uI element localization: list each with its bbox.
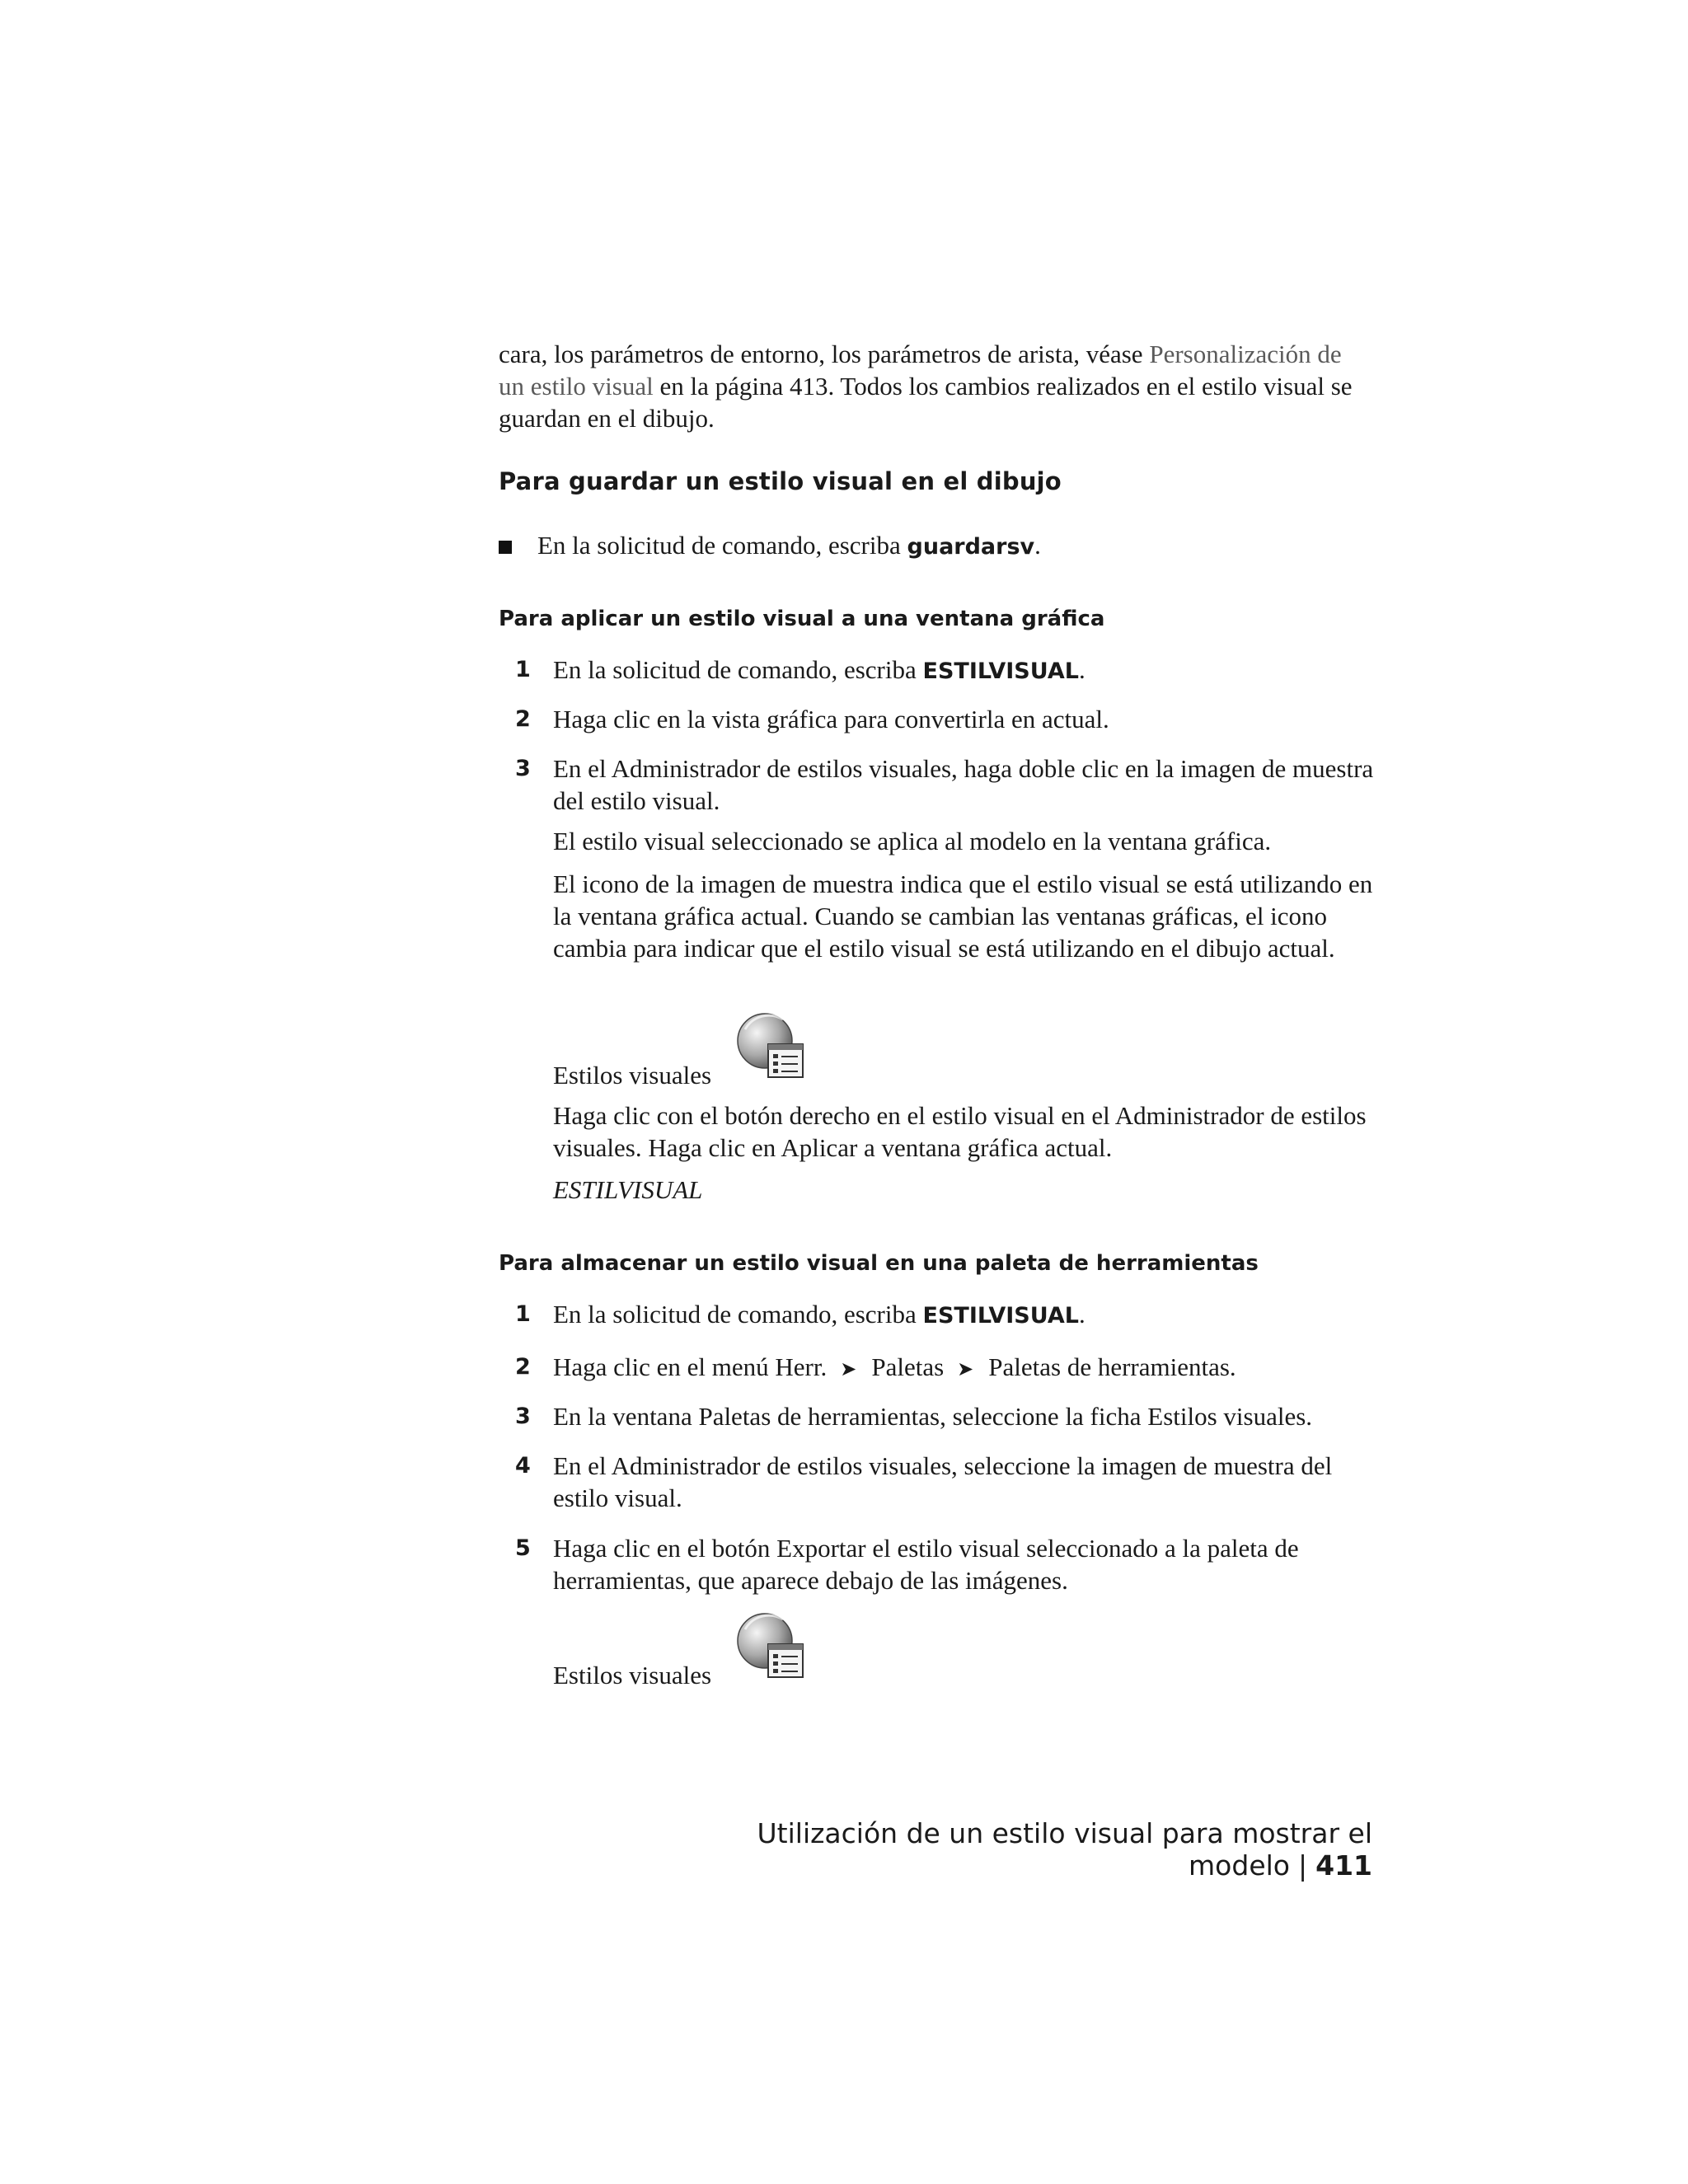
section-heading-store: Para almacenar un estilo visual en una paleta de herramientas — [499, 1251, 1259, 1276]
command-keyword: ESTILVISUAL — [922, 658, 1079, 684]
visual-styles-icon — [734, 1010, 808, 1084]
page-footer — [643, 1817, 1372, 1882]
command-keyword: guardarsv — [907, 534, 1035, 560]
step-text: Haga clic en el botón Exportar el estilo visual seleccionado a la paleta de herramientas, que aparece debajo de las imágenes. — [553, 1534, 1299, 1595]
step-text — [553, 654, 1377, 687]
menu-path-part: Haga clic en el menú Herr. — [553, 1352, 828, 1381]
command-keyword: ESTILVISUAL — [922, 1303, 1079, 1329]
menu-arrow-icon: ➤ — [957, 1359, 974, 1380]
step-text: En el Administrador de estilos visuales, haga doble clic en la imagen de muestra del estilo visual. — [553, 754, 1374, 815]
step-paragraph: Haga clic con el botón derecho en el estilo visual en el Administrador de estilos visuales. Haga clic en Aplicar a ventana gráfica actual. — [553, 1101, 1367, 1162]
step-paragraph: El estilo visual seleccionado se aplica al modelo en la ventana gráfica. — [553, 827, 1272, 855]
bullet-square-icon — [499, 541, 512, 554]
icon-label: Estilos visuales — [553, 1661, 712, 1690]
step-text: Haga clic en la vista gráfica para convertirla en actual. — [553, 705, 1109, 733]
step-number: 4 — [515, 1453, 531, 1479]
section-heading-save: Para guardar un estilo visual en el dibujo — [499, 467, 1062, 495]
step-number: 5 — [515, 1535, 531, 1561]
page-number: 411 — [1315, 1849, 1372, 1882]
bullet-item-save — [537, 529, 1362, 563]
step-text — [553, 1298, 1377, 1332]
footer-title: Utilización de un estilo visual para mostrar el modelo — [757, 1817, 1372, 1882]
icon-label: Estilos visuales — [553, 1061, 712, 1090]
step-number: 1 — [515, 1301, 531, 1327]
footer-separator: | — [1297, 1849, 1308, 1882]
step-number: 3 — [515, 756, 531, 781]
step-text-part: En la solicitud de comando, escriba — [553, 1300, 923, 1329]
menu-path-part: Paletas — [871, 1352, 945, 1381]
visual-styles-icon — [734, 1610, 808, 1684]
step-text-part: En la solicitud de comando, escriba — [553, 655, 923, 684]
bullet-end: . — [1034, 531, 1041, 560]
step-paragraph: El icono de la imagen de muestra indica que el estilo visual se está utilizando en la ventana gráfica actual. Cuando se cambian las ventanas gráficas, el icono cambia para indicar que el estilo visual se está utilizando en el dibujo actual. — [553, 869, 1373, 963]
step-text: En la ventana Paletas de herramientas, seleccione la ficha Estilos visuales. — [553, 1402, 1313, 1431]
intro-text-after: en la página 413. Todos los cambios realizados en el estilo visual se guardan en el dibujo. — [499, 372, 1353, 433]
cross-reference-link[interactable]: Personalización de un estilo visual — [499, 340, 1342, 401]
step-text-menu-path — [553, 1351, 1377, 1386]
section-heading-apply: Para aplicar un estilo visual a una ventana gráfica — [499, 607, 1105, 631]
menu-arrow-icon: ➤ — [840, 1359, 857, 1380]
menu-path-part: Paletas de herramientas. — [988, 1352, 1236, 1381]
step-number: 1 — [515, 657, 531, 682]
step-end: . — [1078, 1300, 1085, 1329]
intro-paragraph — [499, 338, 1372, 434]
step-number: 3 — [515, 1404, 531, 1429]
bullet-text: En la solicitud de comando, escriba — [537, 531, 907, 560]
step-number: 2 — [515, 706, 531, 732]
step-number: 2 — [515, 1354, 531, 1380]
step-text: En el Administrador de estilos visuales, seleccione la imagen de muestra del estilo visual. — [553, 1451, 1333, 1512]
intro-text-before: cara, los parámetros de entorno, los parámetros de arista, véase — [499, 340, 1150, 368]
step-end: . — [1078, 655, 1085, 684]
command-name: ESTILVISUAL — [553, 1175, 703, 1204]
